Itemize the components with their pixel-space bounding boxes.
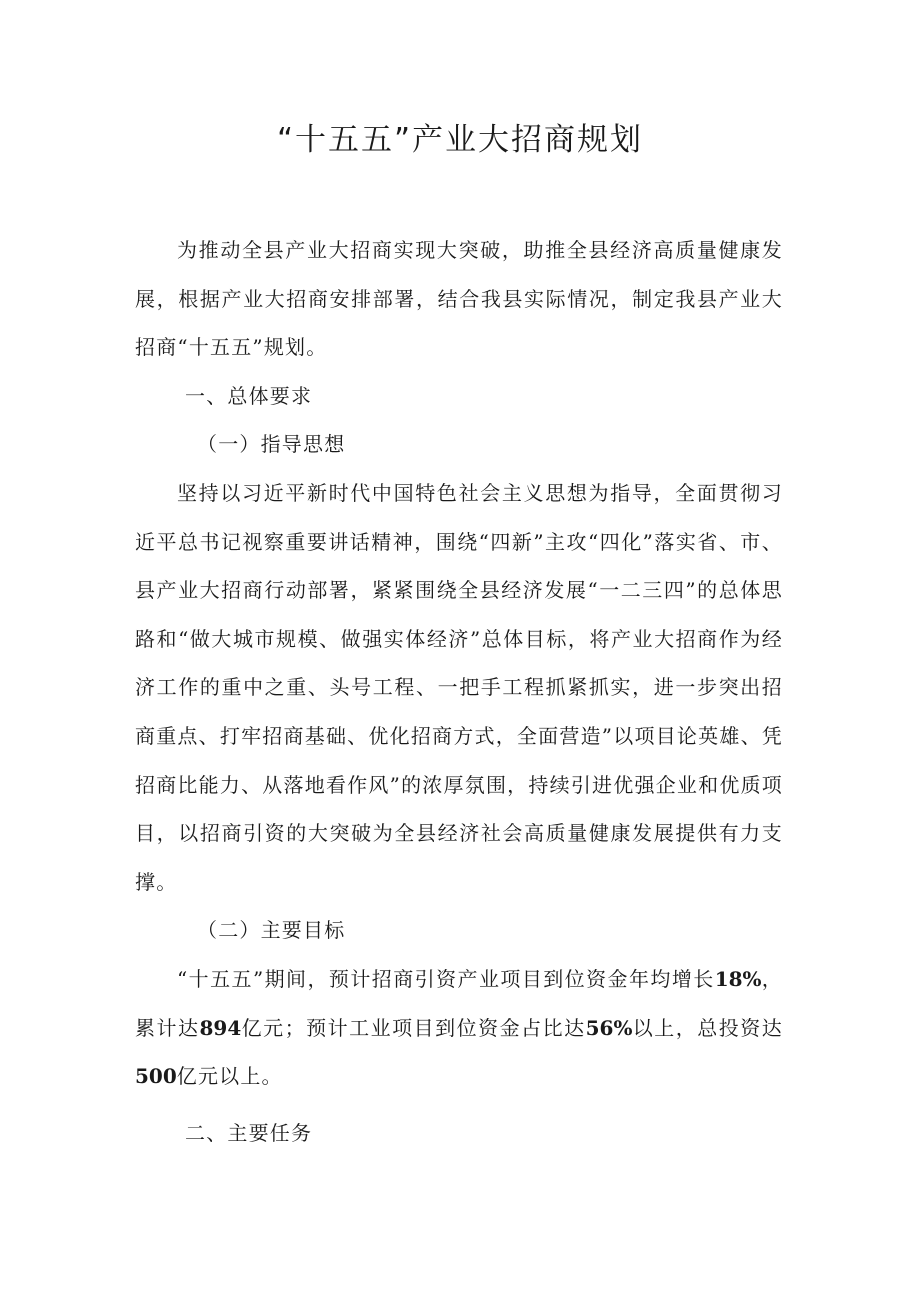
goals-growth-rate: 18%	[714, 966, 762, 991]
goals-text-a: “十五五”期间，预计招商引资产业项目到位资金年均增长	[177, 966, 715, 991]
intro-paragraph: 为推动全县产业大招商实现大突破，助推全县经济高质量健康发展，根据产业大招商安排部署，结合我县实际情况，制定我县产业大招商“十五五”规划。	[135, 238, 783, 360]
subsection-heading-guiding-ideology: （一）指导思想	[197, 432, 346, 457]
goals-text-e: 亿元以上。	[176, 1064, 283, 1089]
main-goals-paragraph	[135, 955, 783, 1101]
goals-text-c: 亿元；预计工业项目到位资金占比达	[241, 1015, 586, 1040]
section-heading-general-requirements: 一、总体要求	[185, 383, 313, 408]
guiding-ideology-paragraph: 坚持以习近平新时代中国特色社会主义思想为指导，全面贯彻习近平总书记视察重要讲话精神，围绕“四新”主攻“四化”落实省、市、县产业大招商行动部署，紧紧围绕全县经济发展“一二三四”的总体思路和“做大城市规模、做强实体经济”总体目标，将产业大招商作为经济工作的重中之重、头号工程、一把手工程抓紧抓实，进一步突出招商重点、打牢招商基础、优化招商方式，全面营造”以项目论英雄、凭招商比能力、从落地看作风”的浓厚氛围，持续引进优强企业和优质项目，以招商引资的大突破为全县经济社会高质量健康发展提供有力支撑。	[135, 480, 783, 894]
goals-text-b: ，累计达	[135, 966, 783, 1040]
goals-total-investment: 500	[135, 1064, 177, 1089]
goals-text-d: 以上，总投资达	[632, 1015, 783, 1040]
subsection-heading-main-goals: （二）主要目标	[197, 918, 346, 943]
goals-industrial-share: 56%	[585, 1015, 633, 1040]
section-heading-main-tasks: 二、主要任务	[185, 1120, 313, 1145]
document-body	[135, 226, 783, 1157]
goals-cumulative-amount: 894	[199, 1015, 242, 1040]
document-title: “十五五”产业大招商规划	[276, 122, 644, 158]
